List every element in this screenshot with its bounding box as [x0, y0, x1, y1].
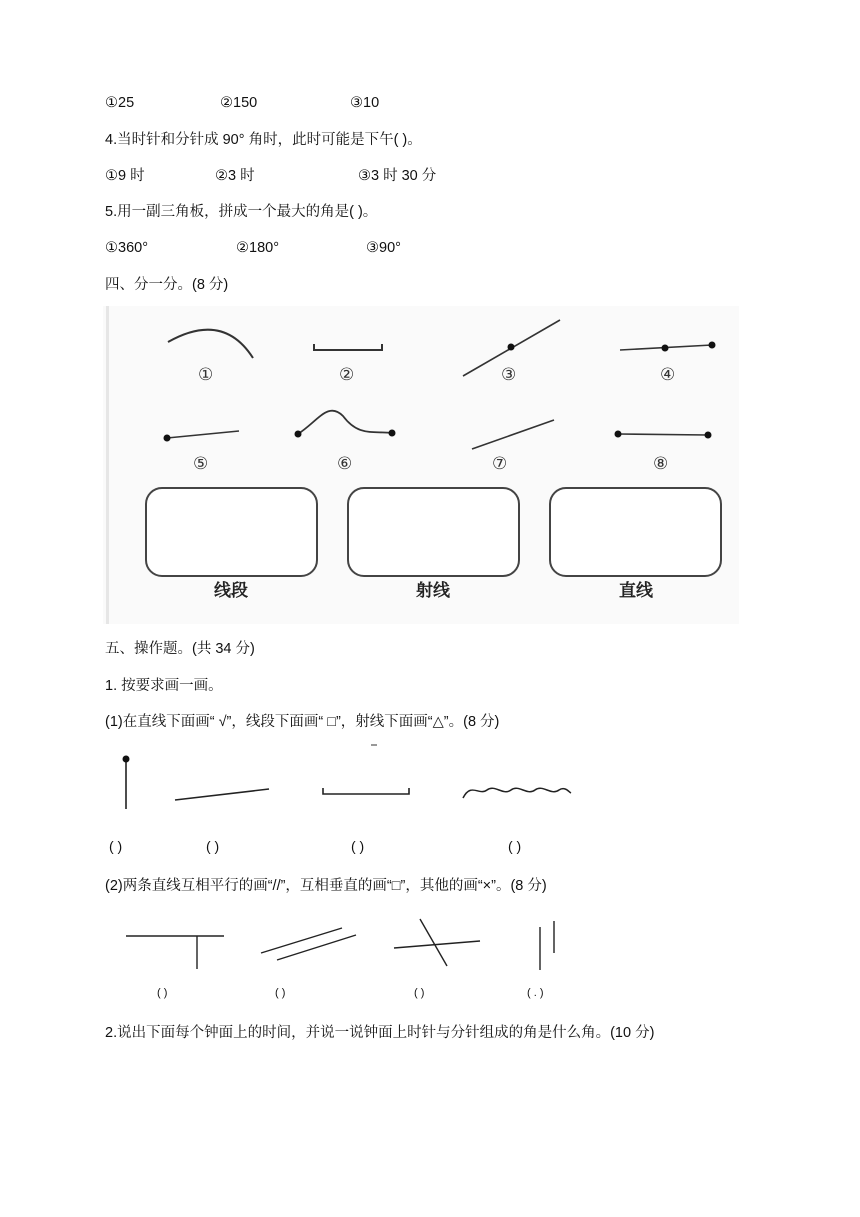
q1-2-answer-blank-3[interactable]: ( ): [414, 987, 425, 999]
figure-8-segment: [618, 434, 708, 435]
q5-option-a: ①360°: [105, 240, 148, 256]
q1-1-answer-blank-3[interactable]: ( ): [351, 838, 365, 854]
q1-2-answer-blank-1[interactable]: ( ): [157, 987, 168, 999]
figure-number-1: ①: [198, 365, 214, 385]
q1-1-answer-blank-2[interactable]: ( ): [206, 838, 220, 854]
figure-number-3: ③: [501, 365, 517, 385]
section5-q1-1: (1)在直线下面画“ √”，线段下面画“ □”，射线下面画“△”。(8 分): [105, 714, 500, 730]
figure-number-8: ⑧: [653, 454, 669, 474]
relation-figure-3a: [394, 941, 480, 948]
q5-stem: 5.用一副三角板，拼成一个最大的角是( )。: [105, 204, 378, 220]
q3-option-c: ③10: [350, 95, 380, 111]
mark-figure-4: [463, 788, 571, 798]
relation-figure-2b: [277, 935, 356, 960]
sort-box-segment: [146, 488, 317, 576]
figure-number-6: ⑥: [337, 454, 353, 474]
section4-title: 四、分一分。(8 分): [105, 277, 229, 293]
section5-title: 五、操作题。(共 34 分): [105, 641, 255, 657]
q1-1-answer-blank-1[interactable]: ( ): [109, 838, 123, 854]
figure-number-7: ⑦: [492, 454, 508, 474]
mark-figure-2: [175, 789, 269, 800]
sort-lines-figure: [103, 306, 739, 624]
q4-option-b: ②3 时: [215, 168, 255, 184]
box-label-segment: 线段: [214, 581, 248, 601]
figure-number-5: ⑤: [193, 454, 209, 474]
mark-figure-3: [323, 788, 409, 794]
sort-box-line: [550, 488, 721, 576]
q4-option-c: ③3 时 30 分: [358, 168, 437, 184]
relation-figure-2a: [261, 928, 342, 953]
q5-option-c: ③90°: [366, 240, 401, 256]
sort-box-ray: [348, 488, 519, 576]
box-label-ray: 射线: [416, 581, 450, 601]
q1-2-answer-blank-2[interactable]: ( ): [275, 987, 286, 999]
draw-marks-figure: [105, 740, 585, 820]
q5-option-b: ②180°: [236, 240, 279, 256]
section5-q2: 2.说出下面每个钟面上的时间，并说一说钟面上时针与分针组成的角是什么角。(10 分): [105, 1025, 655, 1041]
q3-option-b: ②150: [220, 95, 258, 111]
relation-figure-3b: [420, 919, 447, 966]
q1-2-answer-blank-4[interactable]: ( . ): [527, 987, 544, 999]
q3-option-a: ①25: [105, 95, 135, 111]
q4-option-a: ①9 时: [105, 168, 145, 184]
q4-stem: 4.当时针和分针成 90° 角时，此时可能是下午( )。: [105, 132, 422, 148]
figure-number-4: ④: [660, 365, 676, 385]
figure-number-2: ②: [339, 365, 355, 385]
section5-q1-2: (2)两条直线互相平行的画“//”，互相垂直的画“□”，其他的画“×”。(8 分): [105, 878, 547, 894]
q1-1-answer-blank-4[interactable]: ( ): [508, 838, 522, 854]
section5-q1: 1. 按要求画一画。: [105, 678, 223, 694]
line-relations-figure: [120, 915, 560, 975]
box-label-line: 直线: [619, 581, 653, 601]
